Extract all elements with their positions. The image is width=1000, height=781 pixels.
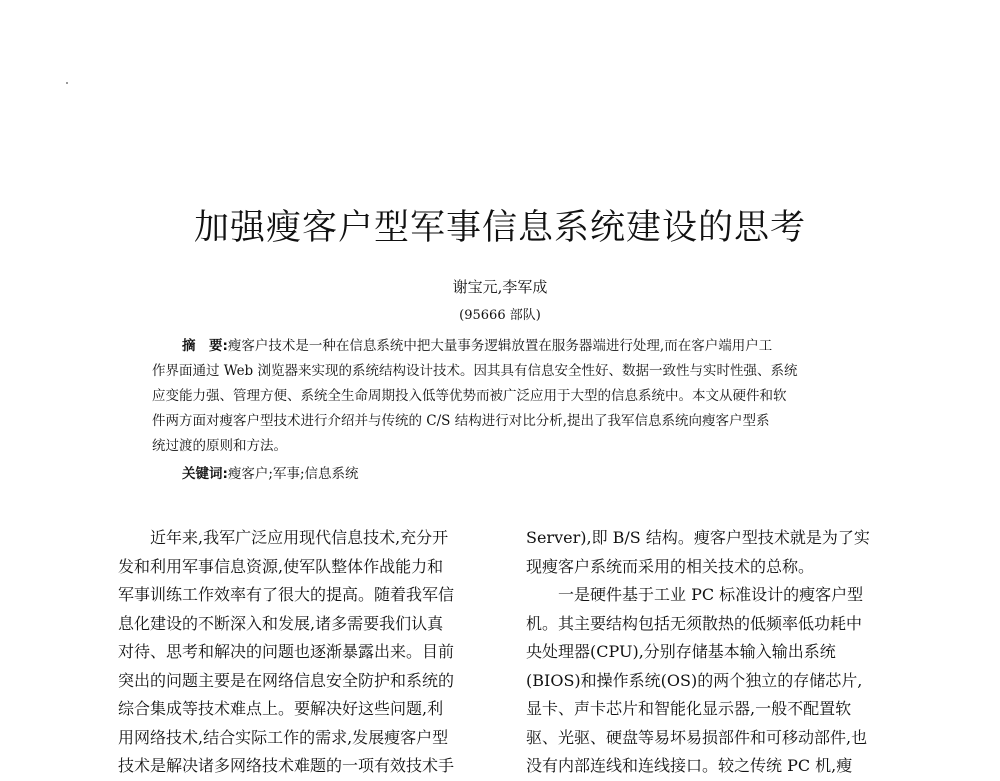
body-right-line: 显卡、声卡芯片和智能化显示器,一般不配置软 <box>526 699 852 718</box>
body-right-line: (BIOS)和操作系统(OS)的两个独立的存储芯片, <box>526 670 863 690</box>
body-left-column <box>118 524 493 781</box>
paper-title: 加强瘦客户型军事信息系统建设的思考 <box>193 208 806 248</box>
scan-speck <box>66 82 68 84</box>
keywords-line <box>182 462 359 482</box>
body-left-line: 突出的问题主要是在网络信息安全防护和系统的 <box>118 670 455 690</box>
body-left-line: 发和利用军事信息资源,使军队整体作战能力和 <box>118 556 444 576</box>
body-left-line: 综合集成等技术难点上。要解决好这些问题,利 <box>118 699 444 718</box>
keywords-label: 关键词: <box>182 466 228 482</box>
body-right-line: 驱、光驱、硬盘等易坏易损部件和可移动部件,也 <box>526 727 868 747</box>
body-left-line: 军事训练工作效率有了很大的提高。随着我军信 <box>118 585 455 604</box>
body-right-line: 没有内部连线和连线接口。较之传统 PC 机,瘦 <box>526 756 853 775</box>
body-left-line: 息化建设的不断深入和发展,诸多需要我们认真 <box>118 613 444 633</box>
body-left-line: 近年来,我军广泛应用现代信息技术,充分开 <box>150 528 449 547</box>
body-right-line: Server),即 B/S 结构。瘦客户型技术就是为了实 <box>526 528 870 547</box>
body-left-line: 用网络技术,结合实际工作的需求,发展瘦客户型 <box>118 727 449 747</box>
abstract-line-2: 作界面通过 Web 浏览器来实现的系统结构设计技术。因其具有信息安全性好、数据一致性与实时性强、系统 <box>152 363 798 379</box>
abstract-line-5: 统过渡的原则和方法。 <box>152 438 287 454</box>
body-left-line: 技术是解决诸多网络技术难题的一项有效技术手 <box>118 756 455 775</box>
abstract-block <box>152 334 852 459</box>
body-left-line: 对待、思考和解决的问题也逐渐暴露出来。目前 <box>118 642 455 661</box>
keywords-text: 瘦客户;军事;信息系统 <box>227 466 359 482</box>
body-right-line: 一是硬件基于工业 PC 标准设计的瘦客户型 <box>558 585 864 604</box>
body-right-line: 机。其主要结构包括无须散热的低频率低功耗中 <box>526 613 863 633</box>
body-right-column <box>526 524 901 781</box>
body-right-line: 央处理器(CPU),分别存储基本输入输出系统 <box>526 642 836 661</box>
abstract-line-4: 件两方面对瘦客户型技术进行介绍并与传统的 C/S 结构进行对比分析,提出了我军信息系统向瘦客户型系 <box>152 413 770 429</box>
author-line: 谢宝元,李军成 <box>452 278 548 296</box>
abstract-line-1 <box>152 334 852 359</box>
body-right-line: 现瘦客户系统而采用的相关技术的总称。 <box>526 556 815 576</box>
abstract-line-3: 应变能力强、管理方便、系统全生命周期投入低等优势而被广泛应用于大型的信息系统中。本文从硬件和软 <box>152 388 787 404</box>
abstract-text-1: 瘦客户技术是一种在信息系统中把大量事务逻辑放置在服务器端进行处理,而在客户端用户工 <box>227 338 773 354</box>
affiliation-line: (95666 部队) <box>459 308 541 323</box>
abstract-label: 摘 要: <box>182 338 228 354</box>
